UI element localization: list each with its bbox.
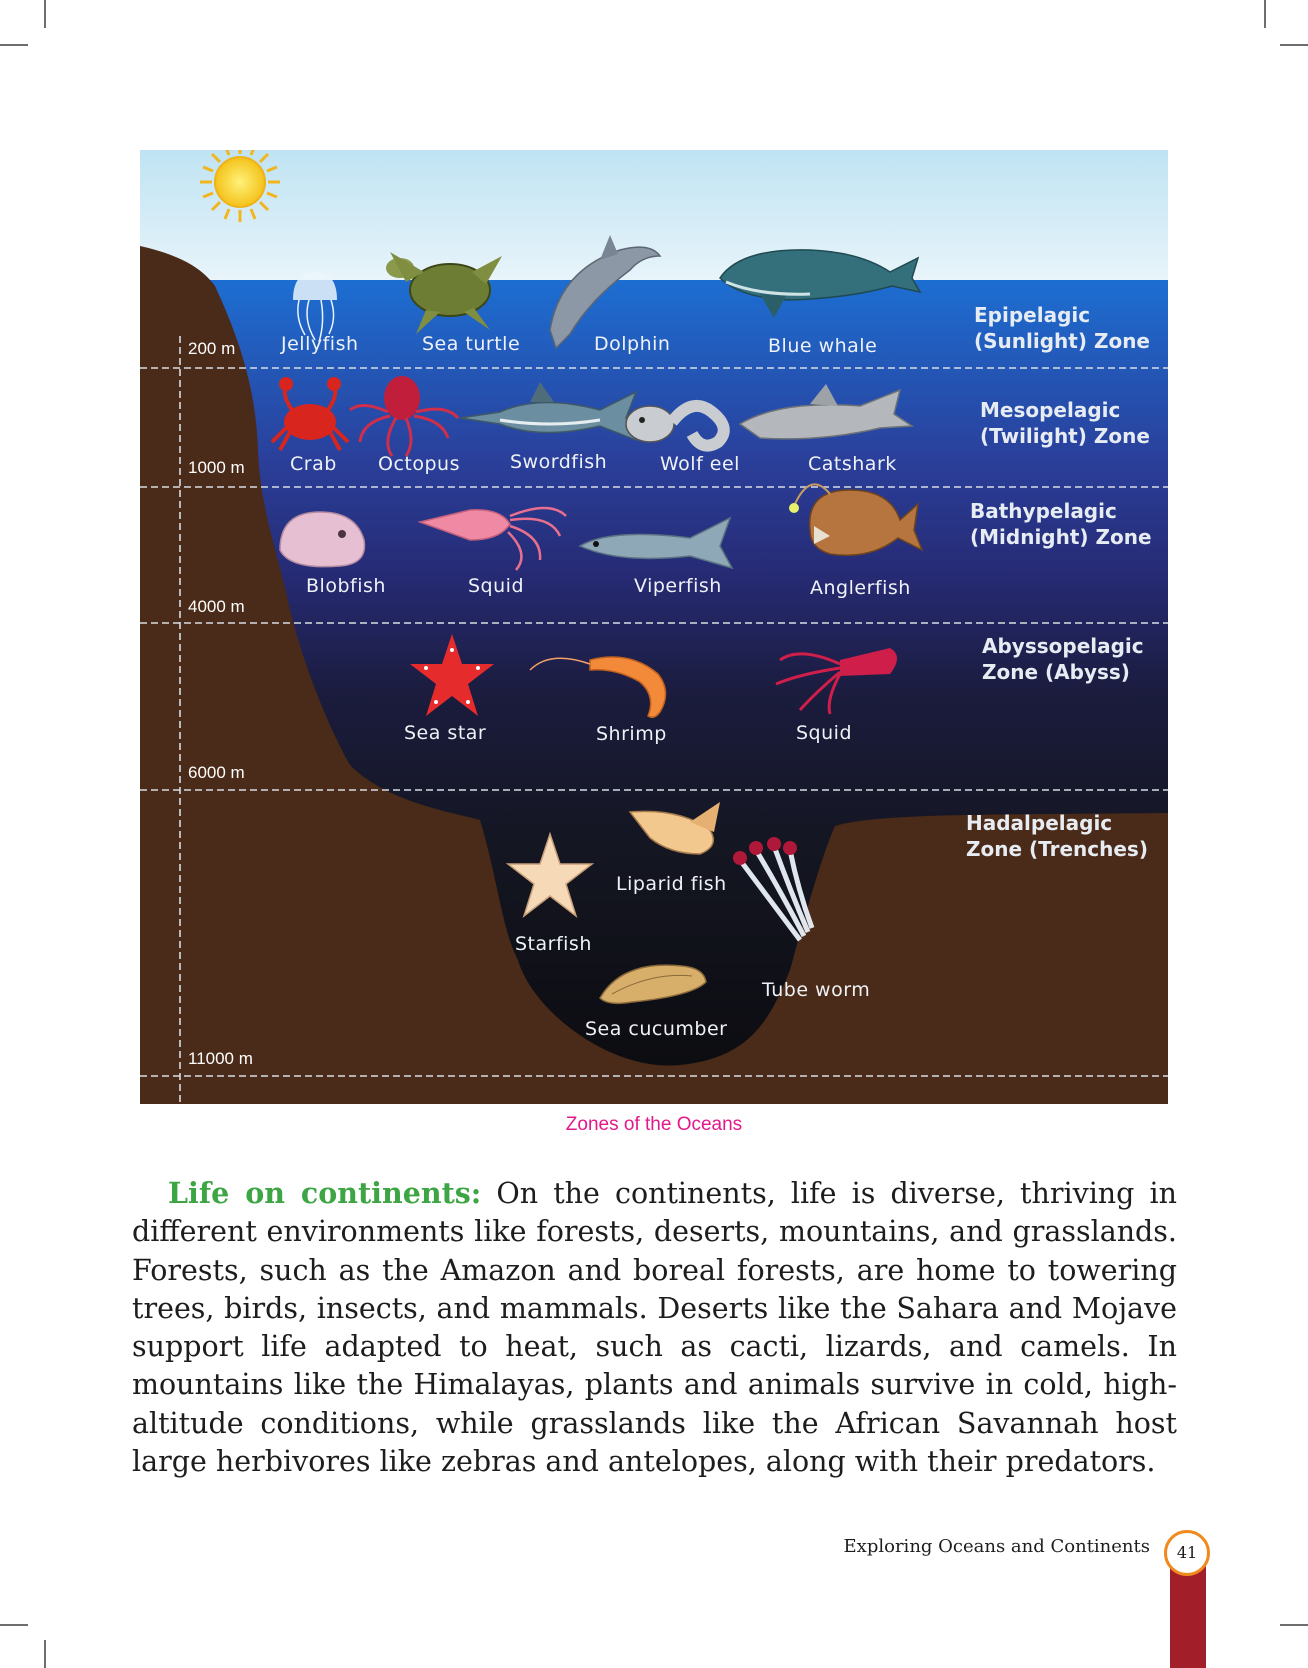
crop-mark <box>44 1640 46 1668</box>
zone-name-bathypelagic: Bathypelagic <box>970 499 1117 523</box>
animal-label: Swordfish <box>510 451 608 473</box>
page-number: 41 <box>1164 1530 1210 1576</box>
zone-name-epipelagic: Epipelagic <box>974 303 1091 327</box>
zone-name-abyssopelagic: Zone (Abyss) <box>982 660 1130 684</box>
footer-chapter-title: Exploring Oceans and Continents <box>843 1536 1150 1557</box>
animal-label: Tube worm <box>762 979 871 1001</box>
zone-name-abyssopelagic: Abyssopelagic <box>982 634 1144 658</box>
depth-label: 1000 m <box>188 458 245 477</box>
zone-name-bathypelagic: (Midnight) Zone <box>970 525 1152 549</box>
animal-label: Sea cucumber <box>585 1018 728 1040</box>
animal-label: Liparid fish <box>616 873 727 895</box>
crop-mark <box>0 44 28 46</box>
page-tab <box>1170 1560 1206 1668</box>
animal-label: Viperfish <box>634 575 722 597</box>
zone-name-hadalpelagic: Hadalpelagic <box>966 811 1113 835</box>
depth-label: 4000 m <box>188 597 245 616</box>
animal-label: Jellyfish <box>281 333 359 355</box>
zone-name-mesopelagic: (Twilight) Zone <box>980 424 1150 448</box>
sky <box>140 150 1168 280</box>
animal-label: Blue whale <box>768 335 878 357</box>
paragraph-lead: Life on continents: <box>168 1176 482 1210</box>
depth-label: 200 m <box>188 339 236 358</box>
ocean-zones-figure <box>140 150 1168 1104</box>
crop-mark <box>44 0 46 28</box>
blobfish-icon <box>280 512 365 567</box>
depth-label: 6000 m <box>188 763 245 782</box>
animal-label: Catshark <box>808 453 897 475</box>
zone-name-hadalpelagic: Zone (Trenches) <box>966 837 1148 861</box>
crop-mark <box>1280 1624 1308 1626</box>
animal-label: Sea turtle <box>422 333 521 355</box>
animal-label: Squid <box>796 722 853 744</box>
zone-name-mesopelagic: Mesopelagic <box>980 398 1121 422</box>
animal-label: Sea star <box>404 722 487 744</box>
depth-label: 11000 m <box>188 1049 253 1068</box>
animal-label: Anglerfish <box>810 577 911 599</box>
animal-label: Dolphin <box>594 333 671 355</box>
animal-label: Starfish <box>515 933 592 955</box>
animal-label: Squid <box>468 575 525 597</box>
animal-label: Octopus <box>378 453 460 475</box>
body-paragraph <box>132 1174 1177 1481</box>
crop-mark <box>0 1624 28 1626</box>
animal-label: Shrimp <box>596 723 667 745</box>
animal-label: Blobfish <box>306 575 386 597</box>
figure-caption: Zones of the Oceans <box>565 1114 743 1135</box>
animal-label: Crab <box>290 453 337 475</box>
zone-name-epipelagic: (Sunlight) Zone <box>974 329 1150 353</box>
paragraph-text: On the continents, life is diverse, thriving in different environments like forests, deserts, mountains, and grasslands. Forests, such as the Amazon and boreal forests, are home to towering trees, birds, insects, and mammals. Deserts like the Sahara and Mojave support life adapted to heat, such as cacti, lizards, and camels. In mountains like the Himalayas, plants and animals survive in cold, high-altitude conditions, while grasslands like the African Savannah host large herbivores like zebras and antelopes, along with their predators. <box>132 1177 1177 1479</box>
animal-label: Wolf eel <box>660 453 740 475</box>
crop-mark <box>1280 44 1308 46</box>
crop-mark <box>1264 0 1266 28</box>
